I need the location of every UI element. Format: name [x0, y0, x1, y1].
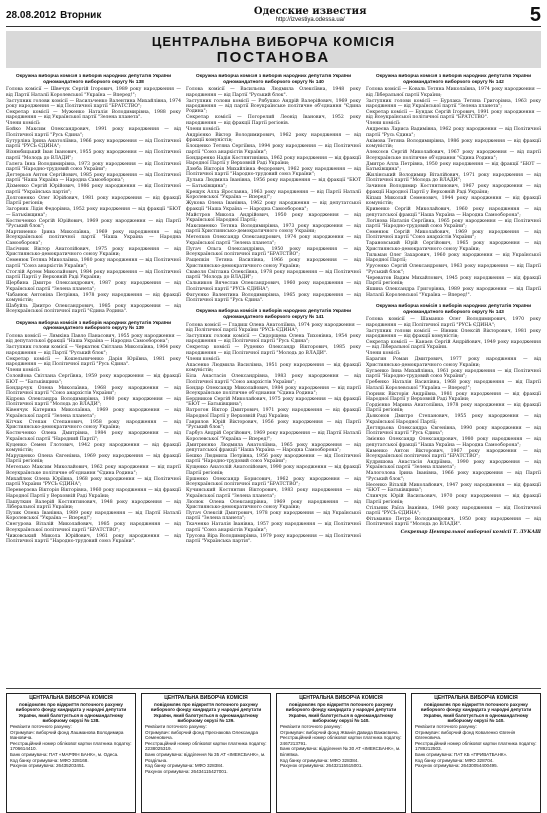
- member-entry: Стільник Раїса Іванівна, 1948 року народження — від Політичної партії "РУСЬ ЄДИНА";: [366, 505, 541, 516]
- member-entry: Малоголова Ірина Іванівна, 1966 року народження — від Партії "Руський блок";: [366, 471, 541, 482]
- member-entry: Андрієнко Віктор Володимирович, 1962 року народження — від фракції комуністів;: [186, 132, 361, 144]
- notice-line: Отримувач: виборчий фонд Коваленко Євгенія Євгеновича.: [415, 729, 516, 741]
- member-entry: Андреєва Лариса Вадимівна, 1962 року народження — від Політичної партії "Русь Єдина";: [366, 127, 541, 138]
- member-entry: Блощенко Тетяна Сергіївна, 1994 року народження — від Політичної партії "Союз анархістів України";: [186, 144, 361, 155]
- member-entry: Пасічник Віктор Анатолійович, 1975 року народження — від Християнсько-демократичного союзу України;: [6, 246, 181, 258]
- member-entry: Ершенко Олександр Борисович, 1962 року народження — від Всеукраїнської політичної партії "БРАТСТВО";: [186, 476, 361, 488]
- member-entry: Алексєєв Сергій Миколайович, 1967 року народження — від партії Всеукраїнське політичне об'єднання "Єдина Родина";: [366, 150, 541, 161]
- commission-heading: Окружна виборча комісія з виборів народних депутатів України одномандатного виборчого округу № 140: [195, 74, 352, 85]
- member-entry: Секретар комісії — Погорелий Леонід Іванович, 1952 року народження — від фракції Партії регіонів.: [186, 115, 361, 126]
- member-entry: Голова комісії — Лямкіна Павло Панасович, 1955 року народження — від депутатської фракції "Наша Україна — Народна Самооборона";: [6, 333, 181, 345]
- member-entry: Секретар комісії — Бундак Сергій Ігорович, 1991 року народження — від Всеукраїнської політичної партії "БРАТСТВО".: [366, 110, 541, 121]
- member-entry: Михайлюк Олена Юріївна, 1968 року народження — від Політичної партії України "РУСЬ ЄДИНА";: [6, 476, 181, 488]
- member-entry: Гаврилов Юрій Вікторович, 1956 року народження — від Партії "Руський блок";: [186, 419, 361, 431]
- member-entry: Заступник голови комісії — Бурлака Тетяна Григорівна, 1963 року народження — від Української партії "Зелена планета";: [366, 98, 541, 109]
- notice-boxes: [6, 693, 541, 813]
- notice-line: Код банку отримувача: МФО 328384.: [280, 757, 359, 763]
- member-entry: Бутурліна Ірина Анатоліївна, 1966 року народження — від Політичної партії "РУСЬ ЄДИНА";: [6, 138, 181, 150]
- member-entry: Секретар комісії — Канаєв Сергій Андрійович, 1949 року народження — від Ліберальної партії України.: [366, 339, 541, 351]
- member-entry: Мартиненко Ірина Миколаївна, 1969 року народження — від Всеукраїнської політичної партії "Наша Україна — Народна Самооборона";: [6, 230, 181, 246]
- member-entry: Дулька Людмила Іванівна, 1956 року народження — від фракції "БЮТ — Батьківщина";: [186, 178, 361, 189]
- member-entry: Змієнко Олександр Олександрович, 1980 року народження — від депутатської фракції "Наша Україна — Народна Самооборона";: [366, 437, 541, 448]
- notice-line: Банк отримувача: відділення № 35 АТ «ІМЕКСБАНК», м. Роздільна.: [145, 751, 266, 763]
- member-entry: Візнюбицький Іван Іванович, 1955 року народження — від Політичної партії "Молодь до ВЛАДИ";: [6, 150, 181, 161]
- member-entry: Дмитро Алла Петрівна, 1950 року народження — від фракції "БЮТ — Батьківщина";: [366, 161, 541, 173]
- notice-line: Рахунок отримувача: 26430054400495.: [415, 763, 499, 769]
- article-columns: [6, 74, 541, 684]
- member-entry: Фітьманко Петро Володимирович, 1950 року народження — від Політичної партії "Молодь до ВЛАДИ".: [366, 517, 541, 528]
- notice-line: Отримувач: виборчий фонд Лашманова Володимира Івановича.: [10, 729, 124, 741]
- banner-subtitle: ПОСТАНОВА: [216, 49, 331, 66]
- member-entry: Тильман Олег Захарович, 1960 року народження — від Української Народної Партії;: [366, 252, 541, 264]
- member-entry: Галега Інна Володимирівна, 1973 року народження — від Політичної партії "Народно-трудовий союз України";: [6, 161, 181, 173]
- member-entry: Яшина Олександра Григорівна, 1989 року народження — від Партії Наталії Королевської "Україна — Вперед!".: [366, 287, 541, 298]
- member-entry: Чабанюк Антоніна Петрівна, 1978 року народження — від фракції комуністів;: [6, 292, 181, 303]
- issue-date: 28.08.2012: [6, 9, 57, 21]
- notice-line: Банк отримувача: відділення № 30 АТ «ІМЕКСБАНК», м. Біляївка.: [280, 746, 401, 757]
- member-entry: Пугач Ольга Олександрівна, 1950 року народження — від Всеукраїнської політичної партії "БРАТСТВО";: [186, 246, 361, 258]
- member-entry: Костюченко Олена Дмитрівна, 1984 року народження — від Української партії "Народний Партії";: [6, 431, 181, 442]
- member-entry: Бугаенко Інна Михайлівна, 1961 року народження — від Політичної партії "Народно-трудовий союз України";: [366, 368, 541, 380]
- notice-line: Реквізити поточного рахунку:: [145, 723, 207, 729]
- member-entry: Костюченко Сергій Юрійович, 1969 року народження — від Партії "Руський блок";: [6, 218, 181, 230]
- member-entry: Люлюк Олена Олександрівна, 1969 року народження — від Християнсько-демократичного союзу України;: [186, 499, 361, 510]
- member-entry: Зачинов Володимир Костянтинович, 1967 року народження — від фракції Народної Партії у Верховній Раді України;: [366, 184, 541, 195]
- member-entry: Дегтерьов Антон Сергійович, 1985 року народження — від Політичної партії "Наша Україна — Народна Самооборона";: [6, 173, 181, 184]
- member-entry: Кучинський Костянтин Вікторович, 1983 року народження — від Української партії "Зелена планета";: [186, 488, 361, 499]
- member-entry: Сваволя Світлана Олексіївна, 1978 року народження — від Політичної партії "Молодь до ВЛАДИ";: [186, 269, 361, 281]
- member-entry: Бондар Олександр Миколайович, 1984 року народження — від партії Всеукраїнське політичне об'єднання "Єдина Родина";: [186, 385, 361, 396]
- page-header: [6, 4, 541, 27]
- member-entry: Діхменко Сергій Юрійович, 1986 року народження — від Політичної партії "Українська партія";: [6, 184, 181, 195]
- member-entry: Тарановський Юрій Сергійович, 1965 року народження — від Християнсько-демократичного союзу України;: [366, 241, 541, 252]
- notice-lead: повідомляє про відкриття поточного рахунку виборчого фонду кандидата у народні депутати України, який балотується в одномандатному виборчому окрузі № 139.: [150, 701, 262, 724]
- member-entry: Логінова Наталія Сергіївна, 1965 року народження — від Політичної партії "Народно-трудовий союз України";: [366, 218, 541, 230]
- member-entry: Долгоненко Олег Юрійович, 1981 року народження — від фракції Партії регіонів;: [6, 195, 181, 207]
- member-entry: Кудряшова Анастасія Андріївна, 1990 року народження — від Української партії "Зелена планета";: [366, 459, 541, 471]
- paper-url[interactable]: http://izvestiya.odessa.ua/: [275, 17, 345, 23]
- notice-title: ЦЕНТРАЛЬНА ВИБОРЧА КОМІСІЯ: [434, 695, 518, 701]
- member-entry: Семенюк Тетяна Миколаївна, 1980 року народження — від Політичної партії "Союз анархістів України";: [6, 258, 181, 269]
- member-entry: Фатуєнко Валентина Володимирівна, 1965 року народження — від Політичної партії "Русь Єдина".: [186, 292, 361, 303]
- member-entry: Бердников Сергій Миколайович, 1975 року народження — від фракції "БЮТ — Батьківщина";: [186, 396, 361, 408]
- notice-line: Банк отримувача: ПАТ «МАРФІН БАНК», м. Одеса.: [10, 751, 119, 757]
- member-entry: Дмитриєнко Людмила Анатоліївна, 1965 року народження — від депутатської фракції "Наша Україна — Народна Самооборона";: [186, 442, 361, 453]
- masthead: [101, 7, 519, 23]
- signature: Секретар Центральної виборчої комісії Т. ЛУКАШ: [400, 529, 541, 535]
- member-entry: Біла Анастасія Олександрівна, 1983 року народження — від Політичної партії "Союз анархістів України";: [186, 374, 361, 385]
- member-entry: Шабуйль Дмитро Олександрович, 1985 року народження — від Всеукраїнської політичної партії "Єдина Родина".: [6, 303, 181, 315]
- notice-line: Реєстраційний номер облікової картки платника податку: 1706614410.: [10, 740, 132, 752]
- member-entry: Загорняк Лідія Федорівна, 1952 року народження — від фракції "БЮТ — Батьківщина";: [6, 207, 181, 218]
- member-entry: Голова комісії — Шаманко Олег Володимирович, 1970 року народження — від Політичної партії "РУСЬ ЄДИНА";: [366, 317, 541, 328]
- member-entry: Трусова Віра Володимирівна, 1979 року народження — від Політичної партії "Українська партія".: [186, 533, 361, 545]
- member-entry: Кідрова Олександра Володимирівна, 1980 року народження — від Політичної партії "Молодь до ВЛАДИ";: [6, 396, 181, 408]
- member-entry: Голова комісії — Швечук Сергій Ігорович, 1989 року народження — від Партії Наталії Королевської "Україна — Вперед!";: [6, 87, 181, 98]
- member-entry: Максименко Тетяна Володимирівна, 1973 року народження — від партії Християнсько-демократичного союзу України;: [186, 224, 361, 235]
- member-entry: Бойко Максим Олександрович, 1991 року народження — від Політичної партії "Русь Єдина";: [6, 127, 181, 138]
- member-entry: Дегтярьова Олександра Євгенівна, 1990 року народження — від Політичної партії "Русь Єдина";: [366, 425, 541, 437]
- member-entry: Слинчук Юрій Васильович, 1970 року народження — від фракції Партії регіонів;: [366, 494, 541, 505]
- member-entry: Чижовський Микола Юрійович, 1961 року народження — від Політичної партії "Народно-трудовий союз України".: [6, 533, 181, 545]
- member-entry: Члени комісії:: [186, 356, 221, 362]
- notice-line: Отримувач: виборчий фонд Жванія Давида Важаєвича.: [280, 729, 399, 735]
- member-entry: Переверзєва Вікторія Вікторівна, 1960 року народження — від фракції Народної Партії у Верховній Раді України;: [6, 488, 181, 499]
- notice-line: Реквізити поточного рахунку:: [280, 723, 342, 729]
- notice-line: Реєстраційний номер облікової картки платника податку: 2238025319.: [145, 740, 267, 752]
- member-entry: Ватрогон Віктор Дмитрович, 1971 року народження — від фракції Народної Партії у Верховній Раді України;: [186, 408, 361, 419]
- member-entry: Стоглій Артем Миколайович, 1984 року народження — від Політичної партії Партії у Верховній Раді України;: [6, 269, 181, 281]
- paper-name: Одесские известия: [253, 6, 367, 17]
- member-entry: Кущенко Анатолій Анатолійович, 1990 року народження — від фракції Партії регіонів;: [186, 465, 361, 476]
- notice-line: Рахунок отримувача: 26432115515001.: [280, 763, 363, 769]
- member-entry: Бешко Людмила Петрівна, 1956 року народження — від Політичної партії "Народно-трудовий союз України";: [186, 453, 361, 465]
- member-entry: Апасенко Людмила Василівна, 1951 року народження — від фракції комуністів;: [186, 362, 361, 374]
- notice-line: Реквізити поточного рахунку:: [10, 723, 72, 729]
- member-entry: Сальников Вячеслав Олександрович, 1960 року народження — від Політичної партії "РУСЬ ЄДИНА";: [186, 281, 361, 292]
- member-entry: Урусенко Сергій Олександрович, 1963 року народження — від Партії "Руський блок";: [366, 264, 541, 275]
- member-entry: Кривенко Сергій Миколайович, 1960 року народження — від депутатської фракції "Наша Україна — Народна Самооборона";: [366, 207, 541, 218]
- member-entry: Секретар комісії — Муженко Наталія Володимирівна, 1988 року народження — від Української партії "Зелена планета".: [6, 110, 181, 121]
- member-entry: Ращепкін Тетяна Василівна, 1966 року народження — від Християнсько-демократичного союзу України;: [186, 258, 361, 269]
- member-entry: Гарбуз Андрій Сергійович, 1969 року народження — від Партії Наталії Королевської "Україна — Вперед!";: [186, 431, 361, 442]
- notice-line: Реєстраційний номер облікової картки платника податку: 1789212503.: [415, 740, 537, 752]
- page-number: 5: [529, 3, 541, 26]
- member-entry: Пугач Олексій Дмитрович, 1978 року народження — від Української партії "Зелена планета";: [186, 511, 361, 522]
- notice-line: Банк отримувача: ПАТ КБ «ПРИВАТБАНК».: [415, 751, 508, 757]
- notice-box: [411, 693, 541, 813]
- notice-title: ЦЕНТРАЛЬНА ВИБОРЧА КОМІСІЯ: [29, 695, 113, 701]
- member-entry: Метелько Максим Миколайович, 1962 року народження — від партії Всеукраїнське політичне об'єднання "Єдина Родина";: [6, 465, 181, 476]
- member-entry: Семенюк Сергій Миколайович, 1969 року народження — від Політичної партії "Союз анархістів України";: [366, 230, 541, 241]
- member-entry: Акімова Тетяна Володимирівна, 1986 року народження — від фракції комуністів;: [366, 138, 541, 150]
- notice-title: ЦЕНТРАЛЬНА ВИБОРЧА КОМІСІЯ: [299, 695, 383, 701]
- member-entry: Кіпаш Миколай Семенович, 1944 року народження — від фракції комуністів;: [366, 195, 541, 207]
- member-entry: Дьяконов Дмитро Степанович, 1955 року народження — від Української Народної Партії;: [366, 414, 541, 425]
- member-entry: Голова комісії — Гладиш Олена Анатоліївна, 1974 року народження — від Політичної партії України "РУСЬ ЄДИНА";: [186, 322, 361, 333]
- issue-day: Вторник: [60, 9, 102, 21]
- member-entry: Члени комісії:: [186, 126, 221, 132]
- commission-heading: Окружна виборча комісія з виборів народних депутатів України одномандатного виборчого округу № 142: [375, 74, 532, 85]
- member-entry: Пузик Олена Іванівна, 1989 року народження — від Партії Наталії Королевської "Україна — Вперед!";: [6, 511, 181, 522]
- notice-line: Реквізити поточного рахунку:: [415, 723, 477, 729]
- member-entry: Гордієнко Марина Анатоліївна, 1978 року народження — від фракції Партії регіонів;: [366, 402, 541, 414]
- member-entry: Члени комісії:: [366, 351, 401, 357]
- notice-box: [141, 693, 271, 813]
- text-column: [186, 74, 361, 684]
- member-entry: Члени комісії:: [366, 121, 401, 127]
- commission-heading: Окружна виборча комісія з виборів народних депутатів України одномандатного виборчого округу № 141: [195, 309, 352, 320]
- text-column: [366, 74, 541, 684]
- member-entry: Жилінський Володимир Віталійович, 1971 року народження — від Політичної партії "Молодь до ВЛАДИ";: [366, 173, 541, 184]
- notice-line: Код банку отримувача: МФО 328384.: [145, 763, 224, 769]
- commission-heading: Окружна виборча комісія з виборів народних депутатів України одномандатного виборчого округу № 139: [15, 320, 172, 332]
- member-entry: Череватов Вадим Михайлович, 1945 року народження — від фракції Партії регіонів;: [366, 275, 541, 287]
- member-entry: Секретар комісії — Кошельниченко Дарія Юріївна, 1981 року народження — від Політичної партії "Русь Єдина".: [6, 356, 181, 368]
- notice-line: Отримувач: виборчий фонд Преснакова Олександра Семеновича.: [145, 729, 259, 741]
- member-entry: Щербина Дмитро Олександрович, 1987 року народження — від Української партії "Зелена планета";: [6, 281, 181, 292]
- notice-lead: повідомляє про відкриття поточного рахунку виборчого фонду кандидата у народні депутати України, який балотується в одномандатному виборчому окрузі № 138.: [15, 701, 127, 724]
- member-entry: Несенко Віталій Миколайович, 1947 року народження — від фракції "БЮТ — Батьківщина";: [366, 482, 541, 494]
- member-entry: Бондарчук Олена Миколаївна, 1968 року народження — від Політичної партії "Союз анархістів України";: [6, 385, 181, 396]
- member-entry: Метелков Олександр Олександрович, 1974 року народження — від Української партії "Зелена планета";: [186, 235, 361, 246]
- member-entry: Пашуткин Валерій Костянтинович, 1948 року народження — від Ліберальної партії України;: [6, 499, 181, 510]
- member-entry: Ткаченко Наталія Іванівна, 1957 року народження — від Політичної партії "Союз анархістів України";: [186, 522, 361, 533]
- member-entry: Бондаренко Надія Костянтинівна, 1962 року народження — від фракції Народної Партії у Верховній Раді України;: [186, 155, 361, 167]
- member-entry: Заступник голови комісії — Васильченко Валентина Михайлівна, 1974 року народження — від Політичної партії "БРАТСТВО";: [6, 98, 181, 109]
- member-entry: Гребенко Наталія Василівна, 1968 року народження — від Партії Наталії Королевської "Україна — Вперед!";: [366, 380, 541, 391]
- notice-line: Рахунок отримувача: 26434115427001.: [145, 768, 228, 774]
- member-entry: Барагин Роман Дмитрович, 1977 року народження — від Християнсько-демократичного союзу України;: [366, 357, 541, 368]
- banner-title: ЦЕНТРАЛЬНА ВИБОРЧА КОМІСІЯ: [151, 34, 396, 49]
- member-entry: Ківенчук Катерина Миколаївна, 1969 року народження — від Української партії "Зелена планета";: [6, 408, 181, 419]
- text-column: [6, 74, 181, 684]
- notice-line: Код банку отримувача: МФО 328168.: [10, 757, 89, 763]
- member-entry: Секретар комісії — Руденко Олександр Вікторович, 1985 року народження — від Політичної партії "Молодь до ВЛАДИ".: [186, 345, 361, 356]
- member-entry: Члени комісії:: [6, 368, 41, 374]
- member-entry: Снегурова Віталій Миколайович, 1985 року народження — від Всеукраїнської політичної партії "БРАТСТВО";: [6, 522, 181, 533]
- member-entry: Голова комісії — Коваль Тетяна Миколаївна, 1974 року народження — від Ліберальної партії України;: [366, 87, 541, 98]
- section-divider: [6, 688, 541, 689]
- notice-line: Реєстраційний номер облікової картки платника податку: 2467213791.: [280, 735, 402, 746]
- member-entry: Гюрняк Вікторія Андріївна, 1981 року народження — від фракції Народної Партії у Верховній Раді України;: [366, 391, 541, 402]
- member-entry: Крещук Алла Ярославна, 1963 року народження — від Партії Наталії Королевської "Україна — Вперед!";: [186, 189, 361, 201]
- member-entry: Заступник голови комісії — Черкатюк Світлана Миколаївна, 1964 року народження — від Партії "Руський блок";: [6, 345, 181, 356]
- notice-box: [276, 693, 406, 813]
- member-entry: Дзюба Вікторія Михайлівна Федорович, 1962 року народження — від Політичної партії "Народно-трудовий союз України";: [186, 167, 361, 178]
- member-entry: Марущенко Олена Євгенівна, 1969 року народження — від фракції Партії регіонів;: [6, 453, 181, 465]
- notice-box: [6, 693, 136, 813]
- member-entry: Заступник голови комісії — Сидорщева Олена Тихонівна, 1954 року народження — від Політичної партії "Русь Єдина";: [186, 333, 361, 345]
- commission-heading: Окружна виборча комісія з виборів народних депутатів України одномандатного виборчого округу № 143: [375, 303, 532, 315]
- member-entry: Кітчак Степан Степанович, 1958 року народження — від Християнсько-демократичного союзу України;: [6, 419, 181, 431]
- member-entry: Кименко Антон Вікторович, 1967 року народження — від Всеукраїнської політичної партії "БРАТСТВО";: [366, 448, 541, 459]
- member-entry: Члени комісії:: [6, 121, 41, 127]
- notice-line: Код банку отримувача: МФО 328704.: [415, 757, 494, 763]
- notice-title: ЦЕНТРАЛЬНА ВИБОРЧА КОМІСІЯ: [164, 695, 248, 701]
- member-entry: Заступник голови комісії — Вінник Олексій Вікторович, 1981 року народження — від фракції комуністів;: [366, 328, 541, 339]
- notice-lead: повідомляє про відкриття поточного рахунку виборчого фонду кандидата у народні депутати України, який балотується в одномандатному виборчому окрузі № 140.: [285, 701, 397, 724]
- title-banner: [6, 31, 541, 68]
- notice-lead: повідомляє про відкриття поточного рахунку виборчого фонду кандидата у народні депутати України, який балотується в одномандатному виборчому окрузі № 140.: [420, 701, 532, 724]
- member-entry: Соловйова Світлана Сергіївна, 1959 року народження — від фракції БЮТ — "Батьківщина";: [6, 374, 181, 385]
- member-entry: Куценко Семен Глотович, 1942 року народження — від фракції комуністів;: [6, 442, 181, 453]
- notice-line: Рахунок отримувача: 26435203451.: [10, 763, 86, 769]
- commission-heading: Окружна виборча комісія з виборів народних депутатів України одномандатного виборчого округу № 138: [15, 74, 172, 85]
- member-entry: Заступник голови комісії — Рябушко Андрій Валерійович, 1969 року народження — від партії Всеукраїнське політичне об'єднання "Єдина Родина";: [186, 98, 361, 115]
- member-entry: Майстров Микола Андрійович, 1950 року народження — від Української Народної Партії;: [186, 212, 361, 224]
- member-entry: Жукова Олена Іванівна, 1962 року народження — від депутатської фракції "Наша Україна — Народна Самооборона";: [186, 201, 361, 212]
- member-entry: Голова комісії — Васильєва Людмила Олексіївна, 1948 року народження — від Партії "Руський блок".: [186, 87, 361, 98]
